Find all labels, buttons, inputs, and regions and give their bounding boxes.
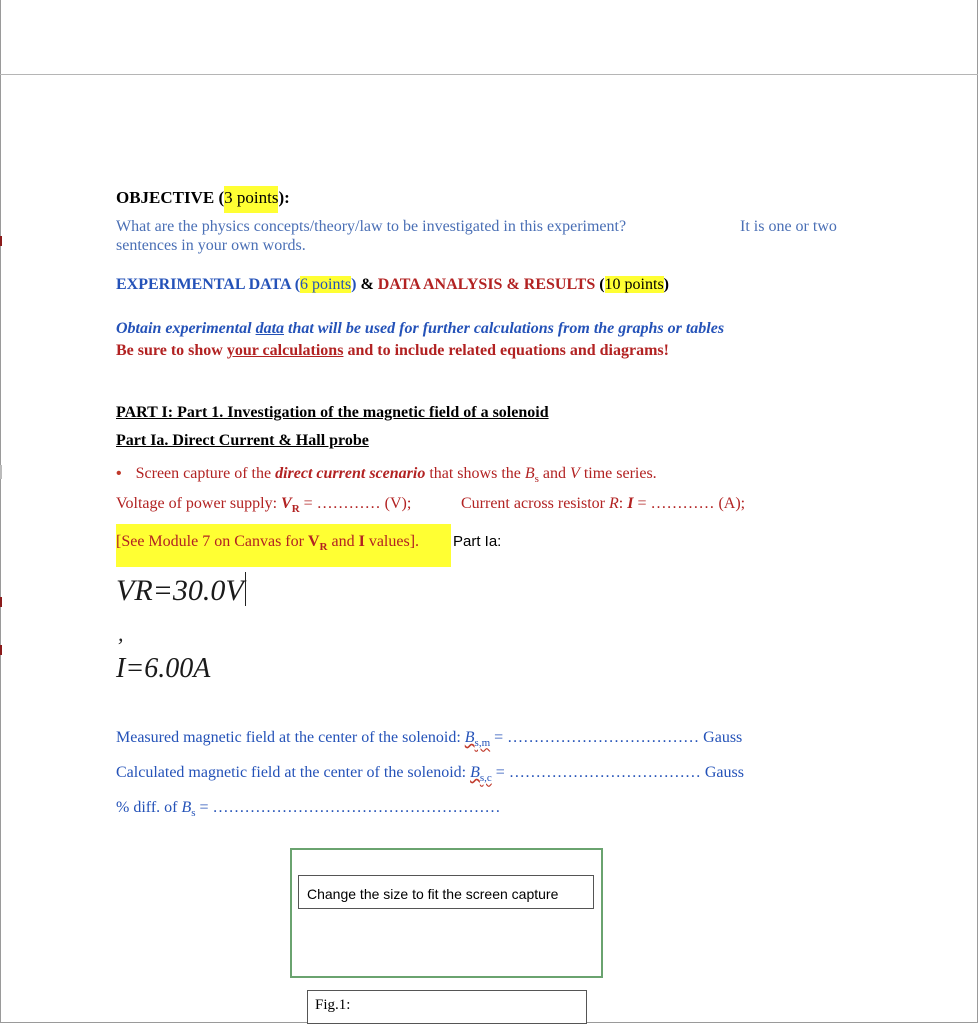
objective-hint: It is one or two <box>740 218 837 235</box>
margin-marker <box>0 465 2 479</box>
header-divider <box>0 74 978 75</box>
margin-marker <box>0 645 2 655</box>
percent-diff-line: % diff. of $B_s$ = ……………………………………………… <box>116 799 501 820</box>
instruction-line-1: Obtain experimental data that will be used for further calculations from the graphs or tables <box>116 320 725 337</box>
see-module-note: [See Module 7 on Canvas for $V_R$ and I values]. <box>116 524 451 567</box>
current-line: Current across resistor R: I = ………… (A); <box>461 495 746 512</box>
measured-field-line: Measured magnetic field at the center of the solenoid: $B_{s,m}$ = ……………………………… Gauss <box>116 729 743 750</box>
bullet-item: • Screen capture of the direct current scenario that shows the $B_s$ and V time series. <box>116 465 657 486</box>
margin-marker <box>0 236 2 246</box>
voltage-line: Voltage of power supply: $V_R$ = ………… (V); <box>116 495 412 516</box>
answer-voltage-input[interactable]: VR=30.0V <box>116 572 246 608</box>
margin-marker <box>0 597 2 607</box>
part1-heading: PART I: Part 1. Investigation of the magnetic field of a solenoid <box>116 404 549 421</box>
answer-current[interactable]: I=6.00A <box>116 653 211 684</box>
experimental-points: 6 points <box>300 276 352 293</box>
text-cursor <box>245 572 247 606</box>
objective-question-cont: sentences in your own words. <box>116 237 306 254</box>
objective-heading: OBJECTIVE (3 points): <box>116 188 290 208</box>
figure-frame[interactable] <box>290 848 603 978</box>
objective-question: What are the physics concepts/theory/law to be investigated in this experiment? <box>116 218 627 235</box>
experimental-heading: EXPERIMENTAL DATA (6 points) & DATA ANALYSIS & RESULTS (10 points) <box>116 276 669 293</box>
calculated-field-line: Calculated magnetic field at the center of the solenoid: $B_{s,c}$ = ……………………………… Gauss <box>116 764 744 785</box>
answer-comma: , <box>118 621 124 646</box>
instruction-line-2: Be sure to show your calculations and to include related equations and diagrams! <box>116 342 669 359</box>
figure-size-note[interactable]: Change the size to fit the screen capture <box>298 875 594 909</box>
part1a-subheading: Part Ia. Direct Current & Hall probe <box>116 432 369 449</box>
figure-caption[interactable]: Fig.1: <box>307 990 587 1024</box>
analysis-points: 10 points <box>604 276 664 293</box>
answer-label: Part Ia: <box>453 533 502 550</box>
objective-points: 3 points <box>224 186 278 213</box>
